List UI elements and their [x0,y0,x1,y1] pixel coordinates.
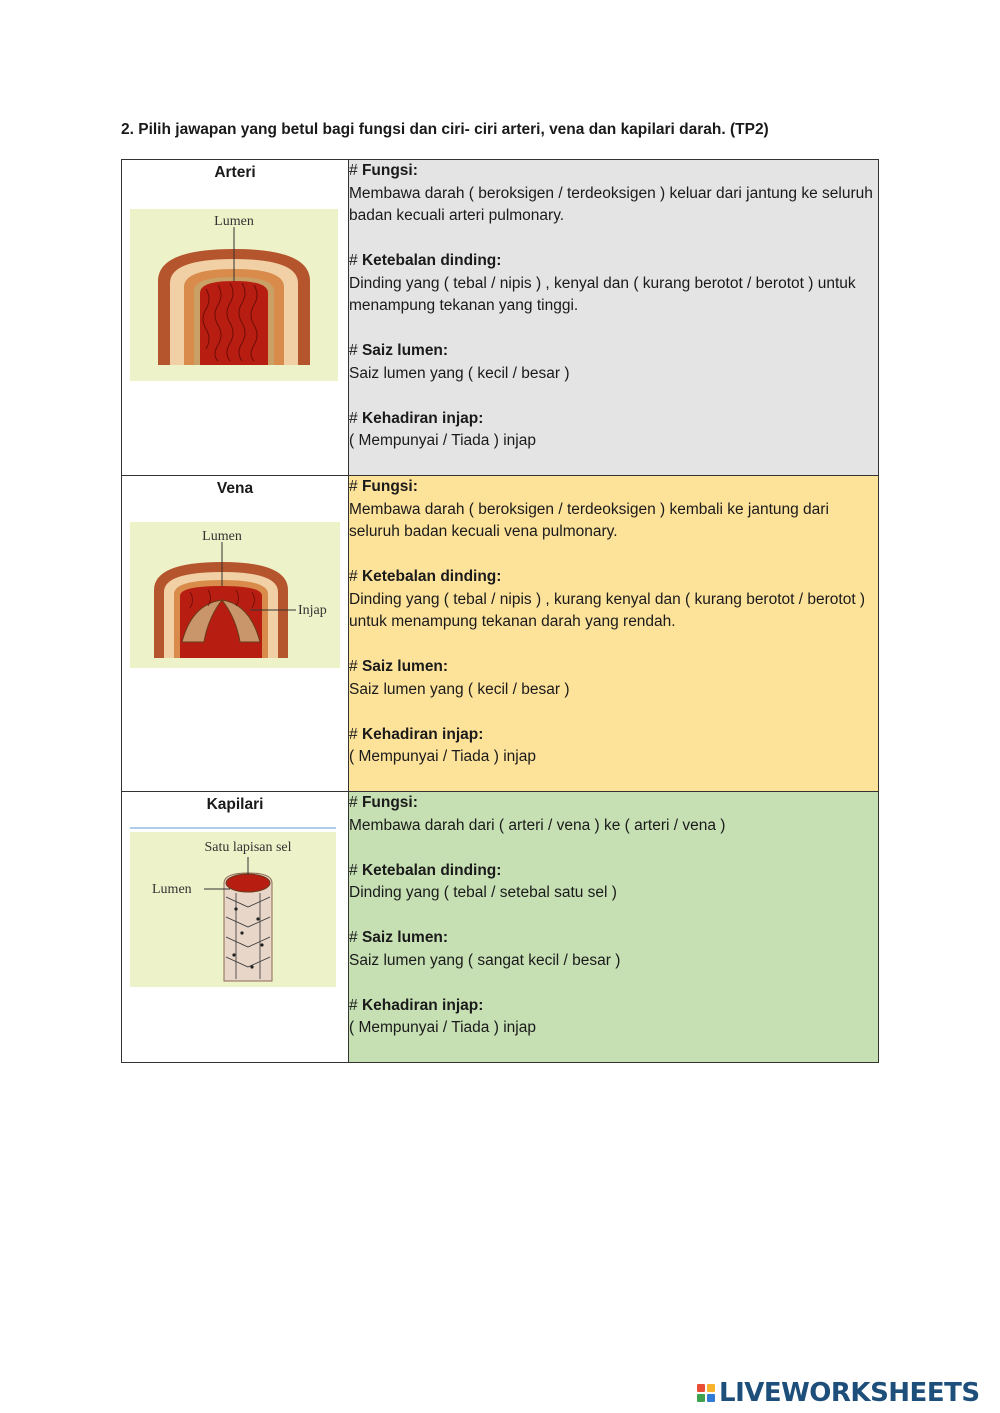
section-heading: Kehadiran injap: [361,996,484,1014]
section-heading: Saiz lumen: [361,929,449,946]
section-injap: # Kehadiran injap: ( Mempunyai / Tiada ) injap [349,408,878,453]
vena-details [349,476,879,792]
row-arteri [122,160,879,476]
vein-illustration [130,522,340,668]
section-text: Saiz lumen yang ( sangat kecil / besar ) [349,951,621,969]
logo-square [697,1384,705,1392]
section-text: Dinding yang ( tebal / setebal satu sel ) [349,884,617,901]
section-heading: Fungsi: [361,478,418,495]
section-heading: Ketebalan dinding: [361,861,502,879]
section-ketebalan: # Ketebalan dinding: Dinding yang ( tebal / nipis ) , kenyal dan ( kurang berotot / berotot ) untuk menampung tekanan yang tinggi. [349,250,878,318]
arteri-cell [122,160,349,476]
section-ketebalan: # Ketebalan dinding: Dinding yang ( tebal / nipis ) , kurang kenyal dan ( kurang berotot / berotot ) untuk menampung tekanan darah yang rendah. [349,566,878,634]
vessel-name-kapilari: Kapilari [206,796,264,813]
section-lumen: # Saiz lumen: Saiz lumen yang ( sangat kecil / besar ) [349,927,878,972]
logo-square [697,1394,705,1402]
section-fungsi: # Fungsi: Membawa darah dari ( arteri / vena ) ke ( arteri / vena ) [349,792,878,837]
lumen-label: Lumen [152,882,192,897]
artery-illustration [130,209,338,381]
section-heading: Fungsi: [361,794,418,811]
row-vena [122,476,879,792]
row-kapilari [122,792,879,1063]
section-text: Membawa darah dari ( arteri / vena ) ke ( arteri / vena ) [349,816,726,834]
section-heading: Fungsi: [361,162,418,179]
logo-square [707,1394,715,1402]
section-text: ( Mempunyai / Tiada ) injap [349,748,536,765]
section-heading: Ketebalan dinding: [361,568,502,585]
section-lumen: # Saiz lumen: Saiz lumen yang ( kecil / besar ) [349,656,878,701]
injap-label: Injap [298,603,327,618]
section-fungsi: # Fungsi: Membawa darah ( beroksigen / terdeoksigen ) kembali ke jantung dari seluruh badan kecuali vena pulmonary. [349,476,878,544]
question-title: 2. Pilih jawapan yang betul bagi fungsi dan ciri- ciri arteri, vena dan kapilari darah. (TP2) [121,121,769,138]
lumen-label: Lumen [202,529,242,544]
capillary-illustration [130,827,336,987]
section-heading: Ketebalan dinding: [361,252,502,269]
section-heading: Kehadiran injap: [361,409,484,427]
worksheet-table [121,159,879,1063]
section-text: Saiz lumen yang ( kecil / besar ) [349,364,570,382]
section-lumen: # Saiz lumen: Saiz lumen yang ( kecil / besar ) [349,340,878,385]
kapilari-cell [122,792,349,1063]
section-heading: Kehadiran injap: [361,725,484,743]
section-fungsi: # Fungsi: Membawa darah ( beroksigen / terdeoksigen ) keluar dari jantung ke seluruh badan kecuali arteri pulmonary. [349,160,878,228]
vena-cell [122,476,349,792]
section-text: Dinding yang ( tebal / nipis ) , kurang kenyal dan ( kurang berotot / berotot ) untuk menampung tekanan darah yang rendah. [349,590,866,630]
section-text: ( Mempunyai / Tiada ) injap [349,432,536,449]
section-heading: Saiz lumen: [361,658,449,675]
vessel-name-arteri: Arteri [214,164,256,181]
vessel-name-vena: Vena [216,480,254,497]
arteri-details [349,160,879,476]
kapilari-details [349,792,879,1063]
lumen-label: Lumen [214,214,254,229]
section-injap: # Kehadiran injap: ( Mempunyai / Tiada ) injap [349,995,878,1040]
section-heading: Saiz lumen: [361,342,449,359]
section-text: Membawa darah ( beroksigen / terdeoksigen ) keluar dari jantung ke seluruh badan kecuali arteri pulmonary. [349,184,873,224]
layer-label: Satu lapisan sel [204,840,292,855]
section-injap: # Kehadiran injap: ( Mempunyai / Tiada ) injap [349,724,878,769]
section-ketebalan: # Ketebalan dinding: Dinding yang ( tebal / setebal satu sel ) [349,860,878,905]
section-text: Membawa darah ( beroksigen / terdeoksigen ) kembali ke jantung dari seluruh badan kecuali vena pulmonary. [349,500,829,540]
liveworksheets-icon [697,1384,715,1402]
section-text: Saiz lumen yang ( kecil / besar ) [349,680,570,698]
section-text: ( Mempunyai / Tiada ) injap [349,1019,536,1036]
logo-text: LIVEWORKSHEETS [719,1378,980,1408]
logo-square [707,1384,715,1392]
liveworksheets-logo [697,1378,980,1408]
section-text: Dinding yang ( tebal / nipis ) , kenyal dan ( kurang berotot / berotot ) untuk menampung tekanan yang tinggi. [349,274,856,314]
